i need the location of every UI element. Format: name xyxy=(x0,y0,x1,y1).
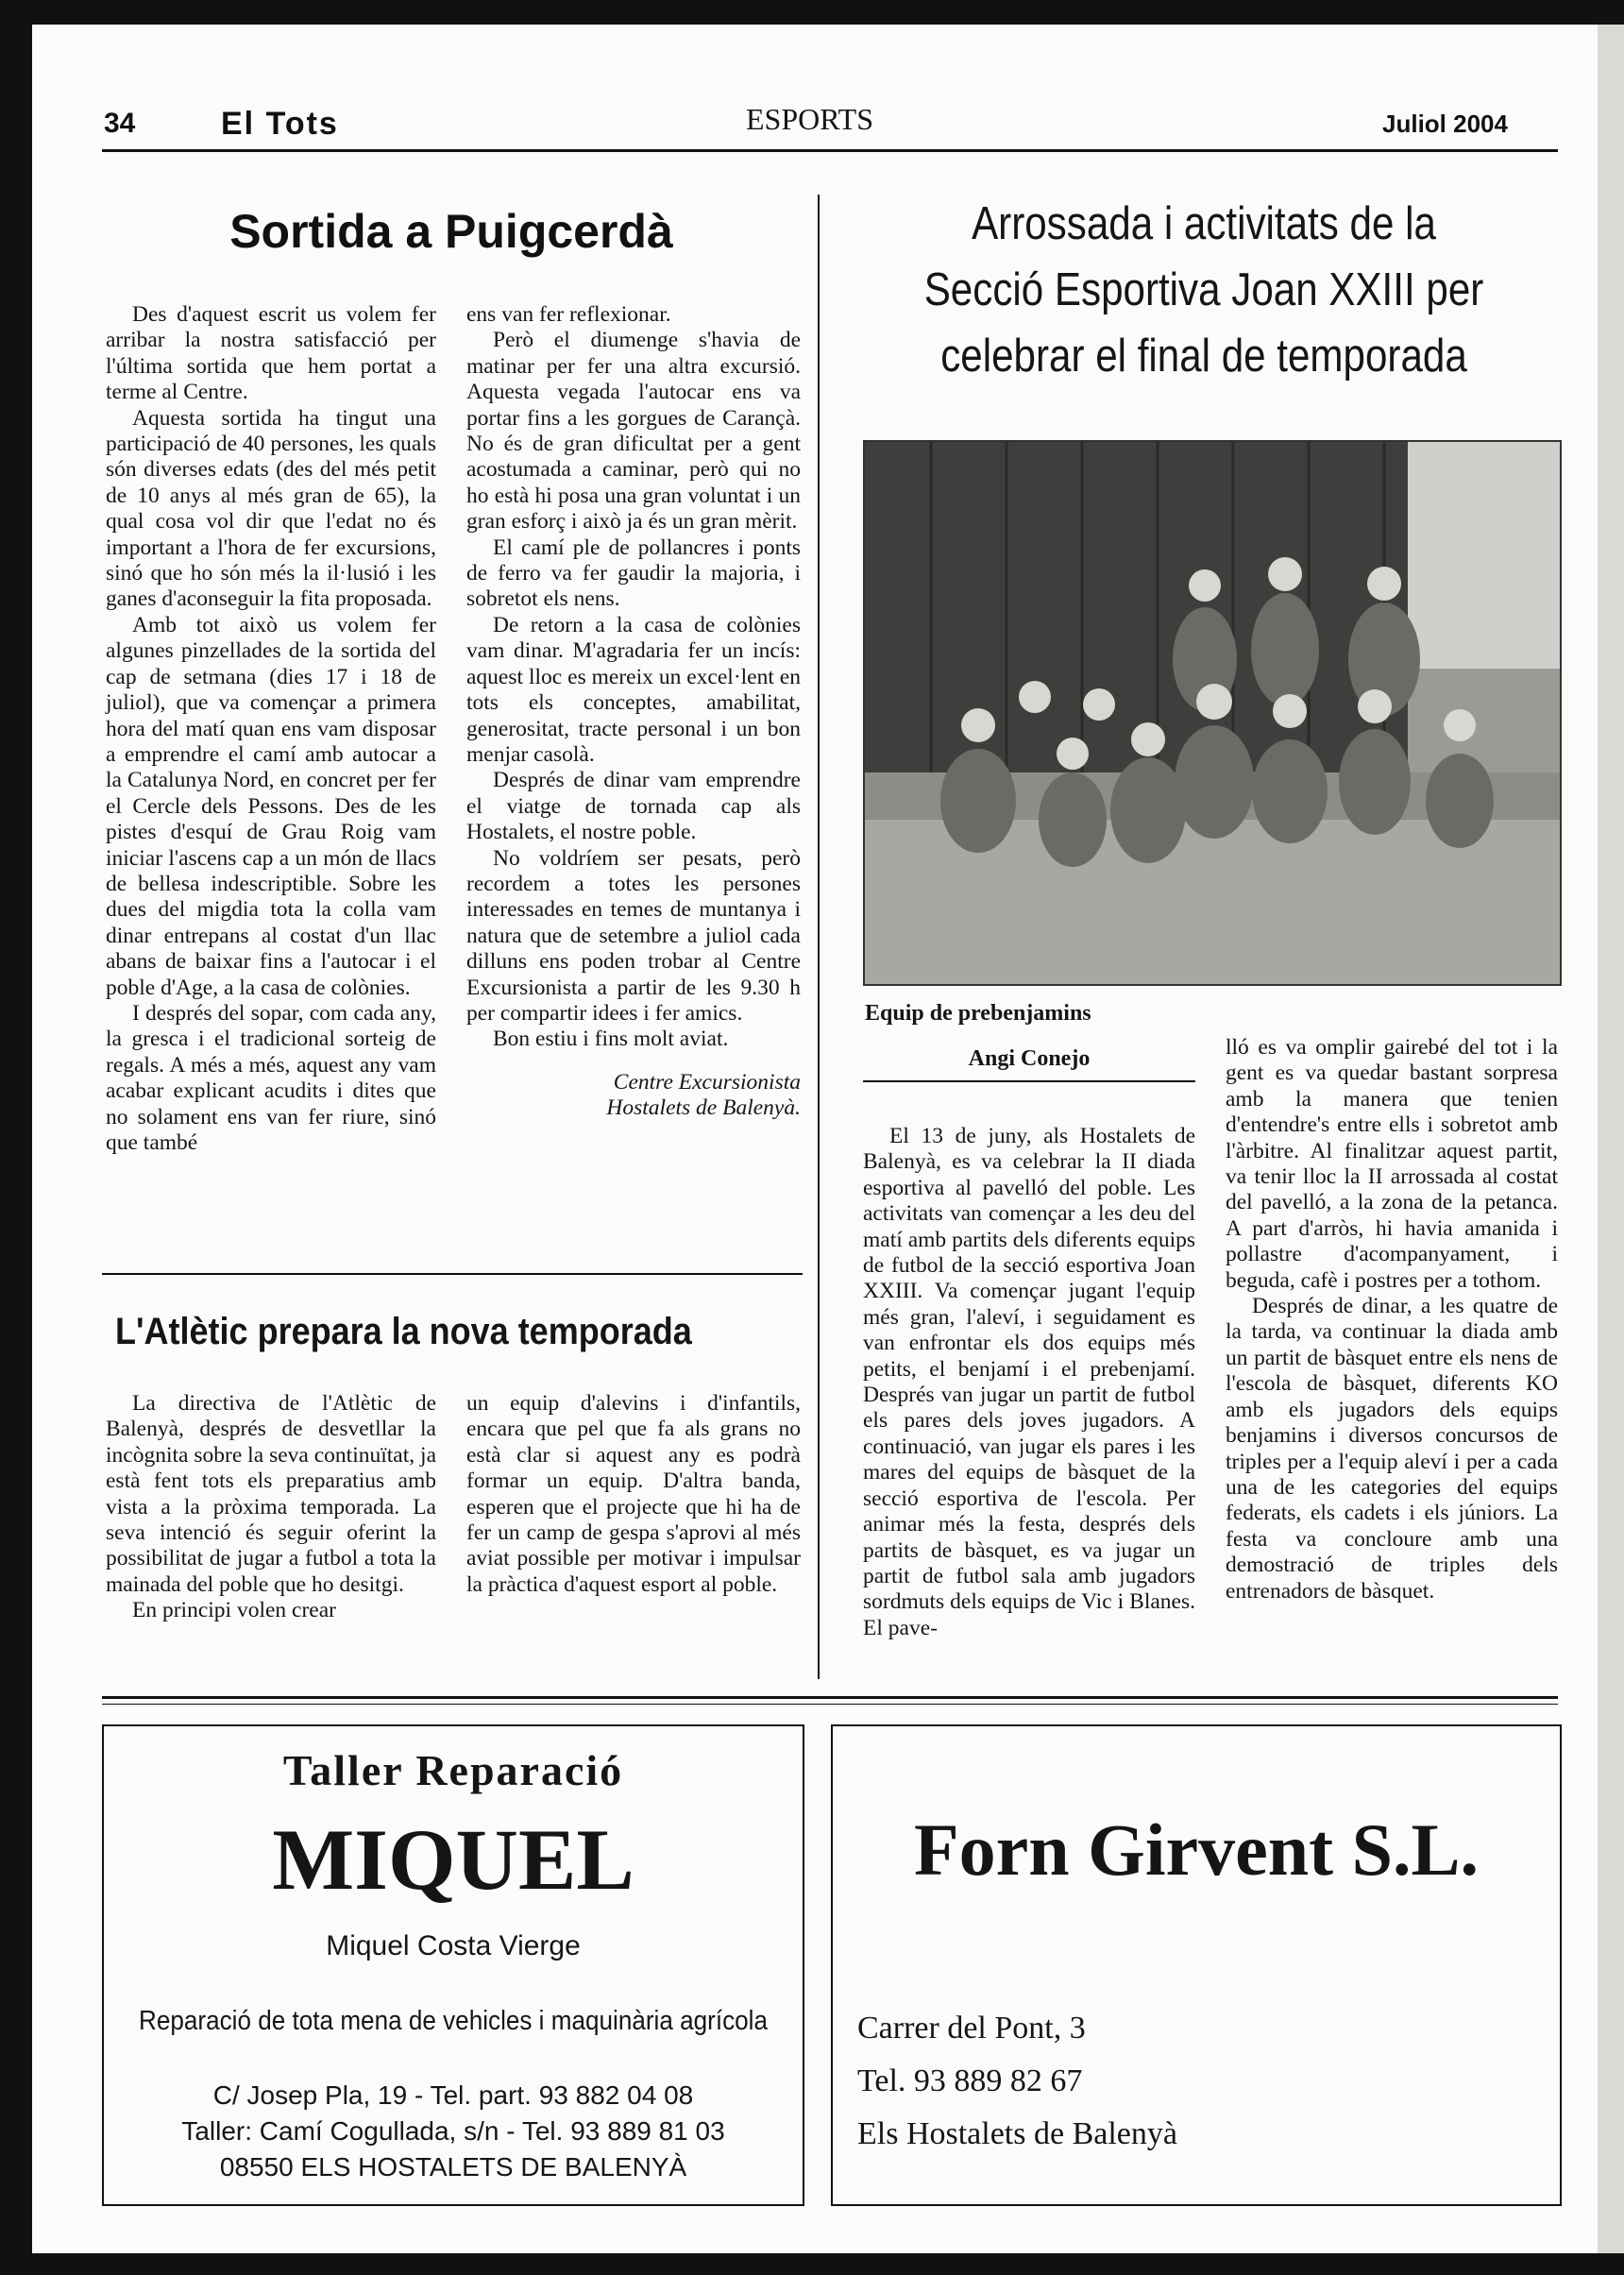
paragraph: El 13 de juny, als Hostalets de Balenyà, es va celebrar la II diada esportiva al pavelló del poble. Les activitats van començar a les deu del matí amb partits dels diferents equips de futbol de la secció esportiva Joan XXIII. Va començar jugant l'equip més gran, l'aleví, i seguidament es van enfrontar els dos equips més petits, el benjamí i el prebenjamí. Després van jugar un partit de futbol els pares dels joves jugadors. A continuació, van jugar els pares i les mares del equips de bàsquet de la secció esportiva de l'escola. Per animar més la festa, després dels partits de bàsquet, es va jugar un partit de futbol sala amb jugadors sordmuts dels equips de Vic i Blanes. El pave- xyxy=(863,1124,1195,1640)
article-column xyxy=(466,1391,801,1598)
ad-heading: Taller Reparació xyxy=(282,1746,624,1794)
article-rule xyxy=(102,1273,803,1275)
issue-date: Juliol 2004 xyxy=(1382,110,1508,138)
paragraph: Després de dinar, a les quatre de la tarda, va continuar la diada amb un partit de bàsquet entre els nens de l'escola de bàsquet, diferents KO amb els jugadors dels equips benjamins i diversos concursos de triples per a l'equip aleví i per a cada una de les categories del equips federats, els cadets i els júniors. La festa va concloure amb una demostració de triples dels entrenadors de bàsquet. xyxy=(1226,1294,1558,1604)
paragraph: lló es va omplir gairebé del tot i la gent es va quedar bastant sorpresa amb la manera que tenien d'entendre's entre ells i sobretot amb l'àrbitre. Al finalitzar aquest partit, va tenir lloc la II arrossada al costat del pavelló, a la zona de la petanca. A part d'arròs, hi havia amanida i pollastre d'acompanyament, i beguda, cafè i postres per a tothom. xyxy=(1226,1035,1558,1293)
page-edge xyxy=(1598,25,1624,2253)
paragraph: Amb tot això us volem fer algunes pinzellades de la sortida del cap de setmana (dies 17 i 18 de juliol), que va començar a primera hora del matí quan ens vam disposar a emprendre el camí amb autocar a la Catalunya Nord, en concret per fer el Cercle dels Pessons. Des de les pistes d'esquí de Grau Roig vam iniciar l'ascens cap a un món de llacs de bellesa indescriptible. Sobre les dues del migdia tota la colla vam dinar entrepans al costat d'un llac abans de baixar fins a l'autocar i el poble d'Age, a la casa de colònies. xyxy=(106,612,436,1000)
paragraph: De retorn a la casa de colònies vam dinar. M'agradaria fer un incís: aquest lloc es mereix un excel·lent en tots els conceptes, amabilitat, generositat, tracte personal i un bon menjar casolà. xyxy=(466,612,801,767)
paragraph: Després de dinar vam emprendre el viatge de tornada cap als Hostalets, el nostre poble. xyxy=(466,768,801,845)
article-column xyxy=(466,302,801,1122)
headline-line: Secció Esportiva Joan XXIII per xyxy=(923,264,1484,315)
ad-address xyxy=(857,2002,1177,2161)
ad-business-name: Forn Girvent S.L. xyxy=(914,1808,1479,1891)
article-column xyxy=(1226,1035,1558,1604)
article-column xyxy=(106,302,436,1156)
ad-address-line: Taller: Camí Cogullada, s/n - Tel. 93 889 81 03 xyxy=(181,2116,725,2146)
paragraph: Des d'aquest escrit us volem fer arribar la nostra satisfacció per l'última sortida que hem portat a terme al Centre. xyxy=(106,302,436,405)
newspaper-page xyxy=(32,25,1598,2253)
article-title: Sortida a Puigcerdà xyxy=(229,205,673,258)
ads-rule xyxy=(102,1696,1558,1699)
paragraph: I després del sopar, com cada any, la gresca i el tradicional sorteig de regals. A més a més, aquest any vam acabar explicant acudits i dites que no solament ens van fer riure, sinó que també xyxy=(106,1000,436,1155)
ad-town: Els Hostalets de Balenyà xyxy=(857,2116,1177,2151)
paragraph: un equip d'alevins i d'infantils, encara que pel que fa als grans no està clar si aquest any es podrà formar un equip. D'altra banda, esperen que el projecte que hi ha de fer un camp de gespa s'aprovi al més aviat possible per motivar i impulsar la pràctica d'aquest esport al poble. xyxy=(466,1391,801,1597)
article-headline xyxy=(883,191,1524,389)
section-name: ESPORTS xyxy=(746,102,874,136)
paragraph: El camí ple de pollancres i ponts de ferro va fer gaudir la majoria, i sobretot els nens. xyxy=(466,535,801,612)
article-column xyxy=(106,1391,436,1624)
team-photo xyxy=(863,440,1562,986)
column-divider xyxy=(818,195,820,1679)
headline-line: celebrar el final de temporada xyxy=(940,331,1467,382)
ad-service: Reparació de tota mena de vehicles i maquinària agrícola xyxy=(139,2006,768,2036)
paragraph: Aquesta sortida ha tingut una participació de 40 persones, les quals són diverses edats (des del més petit de 10 anys al més gran de 65), la qual cosa vol dir que l'edat no és important a l'hora de fer excursions, sinó que ho són més la il·lusió i les ganes d'aconseguir la fita proposada. xyxy=(106,405,436,612)
byline-rule xyxy=(863,1080,1195,1082)
ad-owner: Miquel Costa Vierge xyxy=(326,1930,581,1961)
publication-name: El Tots xyxy=(221,106,339,142)
headline-line: Arrossada i activitats de la xyxy=(972,198,1436,249)
advertisement-forn-girvent xyxy=(831,1724,1562,2206)
author: Angi Conejo xyxy=(968,1046,1091,1071)
ads-rule-thin xyxy=(102,1704,1558,1705)
ad-address xyxy=(104,2078,803,2185)
paragraph: Bon estiu i fins molt aviat. xyxy=(493,1027,729,1052)
ad-address-line: C/ Josep Pla, 19 - Tel. part. 93 882 04 08 xyxy=(212,2080,694,2110)
photo-caption: Equip de prebenjamins xyxy=(865,1001,1091,1026)
ad-address-line: Carrer del Pont, 3 xyxy=(857,2011,1086,2046)
ad-address-line: 08550 ELS HOSTALETS DE BALENYÀ xyxy=(219,2152,687,2182)
paragraph: En principi volen crear xyxy=(132,1598,336,1623)
advertisement-taller-miquel xyxy=(102,1724,804,2206)
paragraph: Però el diumenge s'havia de matinar per fer una altra excursió. Aquesta vegada l'autocar ens va portar fins a les gorgues de Carançà. No és de gran dificultat per a gent acostumada a caminar, però qui no ho està hi posa una gran voluntat i un gran esforç i això ja és un gran mèrit. xyxy=(466,328,801,535)
ad-phone: Tel. 93 889 82 67 xyxy=(857,2063,1083,2098)
ad-business-name: MIQUEL xyxy=(272,1811,634,1908)
article-title: L'Atlètic prepara la nova temporada xyxy=(115,1311,692,1352)
article-column xyxy=(863,1124,1195,1641)
paragraph: No voldríem ser pesats, però recordem a totes les persones interessades en temes de muntanya i natura que de setembre a juliol cada dilluns ens poden trobar al Centre Excursionista a partir de les 9.30 h per compartir idees i fer amics. xyxy=(466,845,801,1026)
header-rule xyxy=(102,149,1558,152)
paragraph: ens van fer reflexionar. xyxy=(466,302,671,327)
page-number: 34 xyxy=(104,108,136,139)
signature: Centre Excursionista Hostalets de Balenyà. xyxy=(606,1069,801,1121)
paragraph: La directiva de l'Atlètic de Balenyà, després de desvetllar la incògnita sobre la seva continuïtat, ja està fent tots els preparatius amb vista a la pròxima temporada. La seva intenció és seguir oferint la possibilitat de jugar a futbol a tota la mainada del poble que ho desitgi. xyxy=(106,1391,436,1597)
